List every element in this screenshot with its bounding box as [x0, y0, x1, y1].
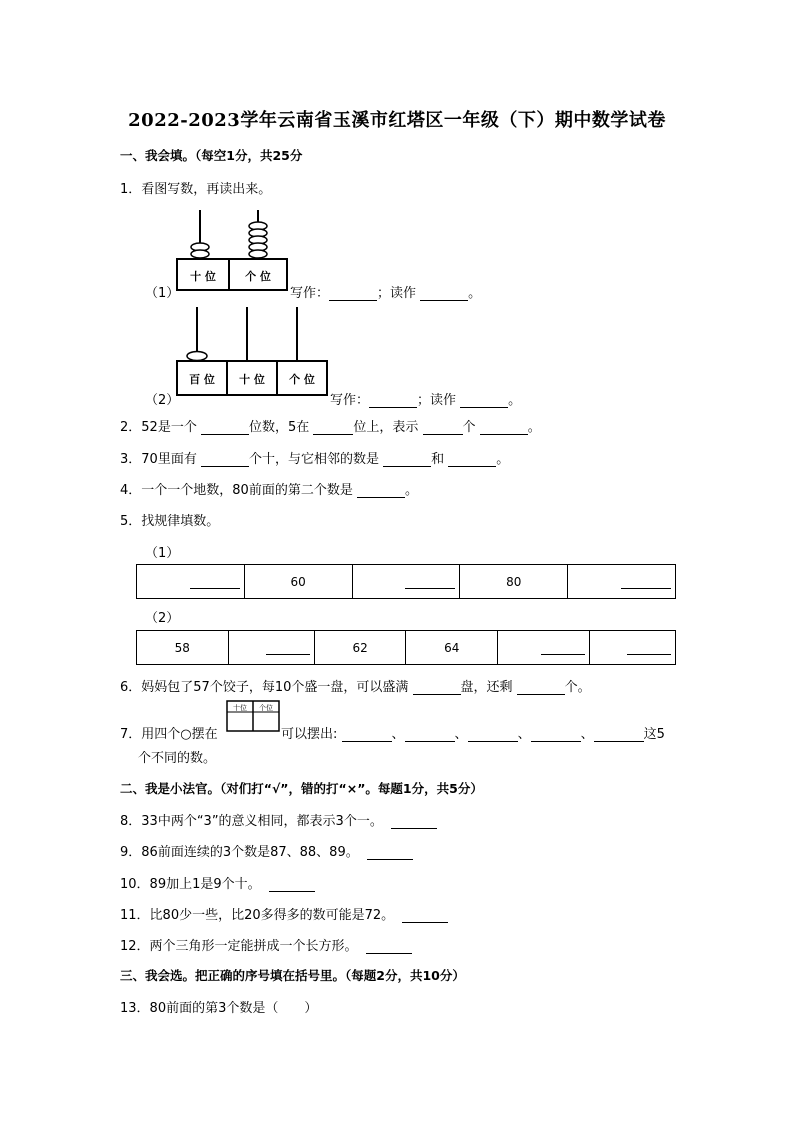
q3-text-b: 个十，与它相邻的数是: [248, 452, 379, 467]
q2-text-b: 位数，5在: [248, 420, 310, 435]
q12-blank[interactable]: [366, 939, 412, 954]
seq2-cell-1: 58: [137, 631, 229, 665]
section-3-heading: 三、我会选。把正确的序号填在括号里。（每题2分，共10分）: [120, 968, 465, 983]
read-label: ；读作: [417, 393, 457, 408]
q3-text-c: 和: [431, 452, 445, 467]
q2-text-d: 个: [462, 420, 476, 435]
question-1-part-2-answer: [330, 389, 521, 408]
box-tens-label: 十位: [233, 704, 247, 712]
question-6: [120, 676, 591, 695]
seq2-blank-6[interactable]: [627, 640, 671, 655]
q9-text: 9．86前面连续的3个数是87、88、89。: [120, 845, 359, 860]
question-12: [120, 935, 412, 954]
q10-text: 10．89加上1是9个十。: [120, 877, 261, 892]
q12-text: 12．两个三角形一定能拼成一个长方形。: [120, 939, 358, 954]
q3-blank-2[interactable]: [383, 452, 431, 467]
question-5-stem: 5．找规律填数。: [120, 514, 220, 529]
seq2-blank-5[interactable]: [541, 640, 585, 655]
q11-blank[interactable]: [402, 908, 448, 923]
abacus2-ones-label: 个 位: [289, 373, 315, 386]
abacus-hundreds-tens-ones: [175, 303, 331, 399]
seq2-cell-2[interactable]: [228, 631, 314, 665]
abacus1-tens-label: 十 位: [190, 270, 216, 283]
q7-blank-3[interactable]: [468, 727, 518, 742]
abacus1-ones-label: 个 位: [245, 270, 271, 283]
write-label: 写作：: [290, 286, 330, 301]
q2-blank-1[interactable]: [201, 420, 249, 435]
q6-text-c: 个。: [564, 680, 591, 695]
question-13: 13．80前面的第3个数是（ ）: [120, 1001, 318, 1016]
write-label: 写作：: [330, 393, 370, 408]
seq2-cell-3: 62: [314, 631, 406, 665]
question-3: [120, 448, 509, 467]
q11-text: 11．比80少一些，比20多得多的数可能是72。: [120, 908, 395, 923]
read-blank[interactable]: [460, 393, 508, 408]
q2-blank-4[interactable]: [480, 420, 528, 435]
seq2-cell-5[interactable]: [498, 631, 590, 665]
q2-blank-2[interactable]: [313, 420, 353, 435]
seq1-cell-2: 60: [244, 565, 352, 599]
question-11: [120, 904, 448, 923]
q7-blank-4[interactable]: [531, 727, 581, 742]
q8-blank[interactable]: [391, 814, 437, 829]
q3-blank-1[interactable]: [201, 452, 249, 467]
page-title: 2022-2023学年云南省玉溪市红塔区一年级（下）期中数学试卷: [128, 110, 666, 131]
q3-text-d: 。: [496, 452, 510, 467]
question-1-part-1-answer: [290, 282, 481, 301]
question-1-stem: 1．看图写数，再读出来。: [120, 182, 272, 197]
question-7-text-a: 7．用四个○摆在: [120, 727, 218, 742]
q2-blank-3[interactable]: [423, 420, 463, 435]
write-blank[interactable]: [369, 393, 417, 408]
seq1-blank-3[interactable]: [405, 574, 455, 589]
q7-sep-2: 、: [454, 727, 468, 742]
q7-sep-4: 、: [580, 727, 594, 742]
box-ones-label: 个位: [259, 704, 273, 712]
q10-blank[interactable]: [269, 877, 315, 892]
question-1-part-2-label: （2）: [145, 393, 180, 408]
abacus2-hundreds-label: 百 位: [189, 373, 215, 386]
section-2-heading: 二、我是小法官。（对们打“√”，错的打“×”。每题1分，共5分）: [120, 781, 483, 796]
q7-blank-1[interactable]: [342, 727, 392, 742]
q7-blank-5[interactable]: [594, 727, 644, 742]
q6-blank-1[interactable]: [413, 680, 461, 695]
q7-text-b: 可以摆出:: [281, 727, 338, 742]
question-9: [120, 841, 413, 860]
q7-sep-1: 、: [391, 727, 405, 742]
place-value-box: [226, 700, 280, 732]
question-1-part-1-label: （1）: [145, 286, 180, 301]
seq1-cell-4: 80: [460, 565, 568, 599]
question-5-part-1-label: （1）: [145, 546, 180, 561]
q9-blank[interactable]: [367, 845, 413, 860]
question-4: [120, 479, 418, 498]
question-5-part-2-label: （2）: [145, 611, 180, 626]
period: 。: [468, 286, 482, 301]
q7-text-c: 这5: [643, 727, 665, 742]
period: 。: [508, 393, 522, 408]
seq2-cell-4: 64: [406, 631, 498, 665]
read-blank[interactable]: [420, 286, 468, 301]
q3-blank-3[interactable]: [448, 452, 496, 467]
q2-text-c: 位上，表示: [353, 420, 419, 435]
q8-text: 8．33中两个“3”的意义相同，都表示3个一。: [120, 814, 383, 829]
q7-blank-2[interactable]: [405, 727, 455, 742]
q6-text-b: 盘，还剩: [460, 680, 513, 695]
question-7-answers: [281, 723, 665, 742]
q6-text-a: 6．妈妈包了57个饺子，每10个盛一盘，可以盛满: [120, 680, 409, 695]
question-7-text-d: 个不同的数。: [138, 751, 217, 766]
abacus-tens-ones: [175, 206, 290, 292]
seq2-cell-6[interactable]: [589, 631, 675, 665]
sequence-table-2: [136, 630, 676, 665]
q3-text-a: 3．70里面有: [120, 452, 197, 467]
question-8: [120, 810, 437, 829]
seq1-cell-1[interactable]: [137, 565, 245, 599]
seq2-blank-2[interactable]: [266, 640, 310, 655]
q4-blank[interactable]: [357, 483, 405, 498]
q4-text-a: 4．一个一个地数，80前面的第二个数是: [120, 483, 353, 498]
q6-blank-2[interactable]: [517, 680, 565, 695]
sequence-table-1: [136, 564, 676, 599]
seq1-blank-5[interactable]: [621, 574, 671, 589]
write-blank[interactable]: [329, 286, 377, 301]
q7-sep-3: 、: [517, 727, 531, 742]
seq1-cell-5[interactable]: [568, 565, 676, 599]
q2-text-a: 2．52是一个: [120, 420, 197, 435]
q2-text-e: 。: [527, 420, 541, 435]
question-2: [120, 416, 541, 435]
abacus2-tens-label: 十 位: [239, 373, 265, 386]
seq1-cell-3[interactable]: [352, 565, 460, 599]
q4-text-b: 。: [404, 483, 418, 498]
read-label: ；读作: [377, 286, 417, 301]
section-1-heading: 一、我会填。（每空1分，共25分: [120, 148, 303, 163]
question-10: [120, 873, 315, 892]
seq1-blank-1[interactable]: [190, 574, 240, 589]
